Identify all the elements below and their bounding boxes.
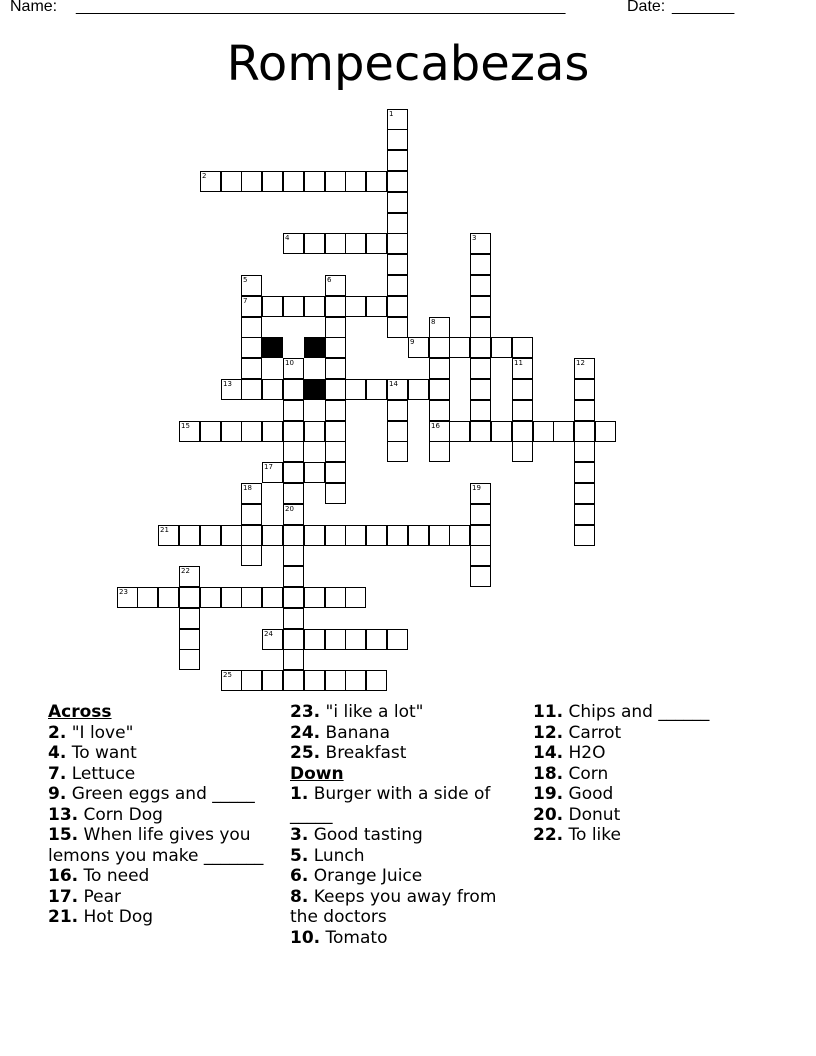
grid-cell[interactable] [158,587,179,608]
clue-number-label: 17. [48,886,79,907]
grid-cell[interactable] [512,379,533,400]
grid-cell[interactable] [470,254,491,275]
grid-cell[interactable] [553,421,574,442]
grid-cell[interactable] [325,379,346,400]
grid-cell[interactable] [512,337,533,358]
grid-cell[interactable] [283,483,304,504]
clue-number: 17 [264,463,273,471]
grid-cell[interactable] [283,171,304,192]
grid-cell[interactable] [200,171,221,192]
page-title: Rompecabezas [226,36,590,92]
clue-number-label: 1. [290,784,309,804]
grid-cell[interactable] [408,337,429,358]
grid-cell[interactable] [241,421,262,442]
clue-item [290,825,515,846]
grid-cell[interactable] [304,462,325,483]
grid-cell[interactable] [387,629,408,650]
clue-text: Chips and ______ [563,702,710,722]
grid-cell[interactable] [221,421,242,442]
grid-cell[interactable] [429,379,450,400]
date-field-line[interactable]: _______ [672,0,735,15]
clue-text: Hot Dog [78,907,154,927]
grid-cell[interactable] [387,317,408,338]
grid-cell[interactable] [470,566,491,587]
grid-cell[interactable] [325,337,346,358]
grid-cell[interactable] [325,587,346,608]
clue-text: Lunch [308,845,365,866]
grid-cell[interactable] [304,421,325,442]
grid-cell[interactable] [429,525,450,546]
grid-cell[interactable] [221,171,242,192]
clue-number: 8 [431,318,436,326]
clue-item [48,764,283,785]
grid-cell[interactable] [179,566,200,587]
clue-text: "I love" [66,722,134,743]
grid-cell[interactable] [221,587,242,608]
grid-cell[interactable] [387,379,408,400]
grid-cell[interactable] [283,525,304,546]
grid-cell[interactable] [345,525,366,546]
grid-cell[interactable] [137,587,158,608]
clue-text: Breakfast [320,743,407,763]
clue-item [533,784,763,805]
grid-cell[interactable] [325,525,346,546]
grid-cell[interactable] [387,171,408,192]
clue-text: Keeps you away from the doctors [290,886,497,927]
grid-cell[interactable] [470,275,491,296]
clue-text: Good [563,784,614,804]
clue-number-label: 22. [533,825,564,845]
grid-cell[interactable] [262,462,283,483]
clue-text: Banana [320,722,390,743]
clue-item [290,928,515,949]
clue-number-label: 2. [48,722,67,743]
black-square [304,379,325,400]
clue-number: 1 [389,110,394,118]
grid-cell[interactable] [470,545,491,566]
grid-cell[interactable] [408,379,429,400]
grid-cell[interactable] [200,421,221,442]
grid-cell[interactable] [366,379,387,400]
grid-cell[interactable] [449,525,470,546]
clue-item [533,764,763,785]
clue-text: "i like a lot" [320,702,424,722]
grid-cell[interactable] [574,462,595,483]
clue-number: 5 [243,276,248,284]
grid-cell[interactable] [470,525,491,546]
clue-number-label: 10. [290,927,321,948]
grid-cell[interactable] [262,421,283,442]
grid-cell[interactable] [179,608,200,629]
clue-number: 14 [389,380,398,388]
clue-item [533,805,763,826]
clue-number-label: 24. [290,722,321,743]
clue-number-label: 7. [48,763,67,784]
clue-number: 23 [119,588,128,596]
clue-item [290,784,515,825]
clue-item [290,887,515,928]
clue-number: 22 [181,567,190,575]
grid-cell[interactable] [387,213,408,234]
grid-cell[interactable] [241,317,262,338]
grid-cell[interactable] [179,587,200,608]
grid-cell[interactable] [325,421,346,442]
clue-text: Carrot [563,722,622,743]
clue-number: 19 [472,484,481,492]
clue-number: 18 [243,484,252,492]
grid-cell[interactable] [283,296,304,317]
grid-cell[interactable] [366,296,387,317]
clue-number-label: 21. [48,907,79,927]
grid-cell[interactable] [241,337,262,358]
clue-text: Tomato [320,927,388,948]
clue-text: To want [66,743,137,763]
grid-cell[interactable] [574,421,595,442]
clue-number-label: 23. [290,702,321,722]
grid-cell[interactable] [262,525,283,546]
clue-number: 2 [202,172,207,180]
clue-number-label: 14. [533,743,564,763]
grid-cell[interactable] [262,171,283,192]
grid-cell[interactable] [325,275,346,296]
grid-cell[interactable] [574,400,595,421]
clue-item [48,805,283,826]
grid-cell[interactable] [325,233,346,254]
grid-cell[interactable] [574,504,595,525]
grid-cell[interactable] [470,483,491,504]
grid-cell[interactable] [241,545,262,566]
clue-number: 10 [285,359,294,367]
grid-cell[interactable] [387,109,408,130]
grid-cell[interactable] [470,400,491,421]
clue-number: 24 [264,630,273,638]
clue-item [533,743,763,764]
grid-cell[interactable] [283,608,304,629]
clue-number: 11 [514,359,523,367]
grid-cell[interactable] [429,421,450,442]
clue-number-label: 20. [533,804,564,825]
clue-item [48,825,283,866]
clue-number: 13 [223,380,232,388]
grid-cell[interactable] [366,171,387,192]
clue-text: Orange Juice [308,866,423,886]
clue-column-2 [290,702,515,948]
grid-cell[interactable] [262,670,283,691]
grid-cell[interactable] [366,233,387,254]
clue-number-label: 3. [290,825,309,845]
clue-item [533,825,763,846]
clue-column-1 [48,702,283,928]
grid-cell[interactable] [283,670,304,691]
grid-cell[interactable] [387,150,408,171]
grid-cell[interactable] [595,421,616,442]
grid-cell[interactable] [241,379,262,400]
grid-cell[interactable] [241,525,262,546]
grid-cell[interactable] [304,525,325,546]
grid-cell[interactable] [325,317,346,338]
clue-number: 16 [431,422,440,430]
grid-cell[interactable] [283,379,304,400]
grid-cell[interactable] [429,400,450,421]
grid-cell[interactable] [325,441,346,462]
grid-cell[interactable] [470,504,491,525]
clue-number: 21 [160,526,169,534]
grid-cell[interactable] [283,441,304,462]
grid-cell[interactable] [283,545,304,566]
clue-item [533,702,763,723]
clue-number: 25 [223,671,232,679]
clue-number-label: 9. [48,784,67,804]
grid-cell[interactable] [387,233,408,254]
grid-cell[interactable] [574,379,595,400]
clue-text: Pear [78,886,122,907]
grid-cell[interactable] [325,629,346,650]
grid-cell[interactable] [241,483,262,504]
grid-cell[interactable] [345,670,366,691]
grid-cell[interactable] [387,296,408,317]
clue-item [290,846,515,867]
grid-cell[interactable] [283,649,304,670]
grid-cell[interactable] [200,587,221,608]
clue-item [533,723,763,744]
across-clue-list [48,723,283,928]
clue-item [290,866,515,887]
clue-number-label: 13. [48,804,79,825]
grid-cell[interactable] [470,337,491,358]
clue-item [48,887,283,908]
grid-cell[interactable] [179,525,200,546]
grid-cell[interactable] [283,400,304,421]
grid-cell[interactable] [512,400,533,421]
clue-item [290,723,515,744]
clue-number: 20 [285,505,294,513]
clue-item [48,784,283,805]
grid-cell[interactable] [345,171,366,192]
grid-cell[interactable] [470,296,491,317]
grid-cell[interactable] [283,629,304,650]
grid-cell[interactable] [449,421,470,442]
grid-cell[interactable] [574,358,595,379]
clue-text: Green eggs and _____ [66,784,255,804]
grid-cell[interactable] [304,629,325,650]
clue-number-label: 8. [290,886,309,907]
grid-cell[interactable] [200,525,221,546]
grid-cell[interactable] [117,587,138,608]
grid-cell[interactable] [449,337,470,358]
grid-cell[interactable] [241,504,262,525]
grid-cell[interactable] [387,275,408,296]
grid-cell[interactable] [283,587,304,608]
name-field-line[interactable]: _______________________________________________________ [76,0,566,15]
clue-column-3 [533,702,763,846]
grid-cell[interactable] [387,254,408,275]
grid-cell[interactable] [325,670,346,691]
grid-cell[interactable] [325,358,346,379]
grid-cell[interactable] [221,525,242,546]
grid-cell[interactable] [574,525,595,546]
grid-cell[interactable] [241,275,262,296]
grid-cell[interactable] [345,379,366,400]
down-clue-list [290,784,515,948]
grid-cell[interactable] [304,587,325,608]
grid-cell[interactable] [325,171,346,192]
clue-text: Lettuce [66,763,136,784]
clue-item [48,723,283,744]
grid-cell[interactable] [533,421,554,442]
clue-number-label: 16. [48,866,79,886]
black-square [304,337,325,358]
grid-cell[interactable] [366,670,387,691]
clue-number-label: 5. [290,845,309,866]
grid-cell[interactable] [262,296,283,317]
grid-cell[interactable] [179,649,200,670]
grid-cell[interactable] [221,670,242,691]
grid-cell[interactable] [512,441,533,462]
grid-cell[interactable] [345,296,366,317]
grid-cell[interactable] [304,670,325,691]
black-square [262,337,283,358]
clue-item [48,866,283,887]
name-label: Name: [10,0,58,15]
grid-cell[interactable] [283,421,304,442]
clue-number-label: 15. [48,825,79,845]
grid-cell[interactable] [387,192,408,213]
clue-number: 3 [472,234,477,242]
grid-cell[interactable] [387,400,408,421]
grid-cell[interactable] [262,379,283,400]
clue-text: Good tasting [308,825,423,845]
grid-cell[interactable] [345,587,366,608]
clue-number-label: 11. [533,702,564,722]
grid-cell[interactable] [366,629,387,650]
grid-cell[interactable] [283,504,304,525]
grid-cell[interactable] [345,629,366,650]
grid-cell[interactable] [304,233,325,254]
grid-cell[interactable] [283,233,304,254]
grid-cell[interactable] [470,421,491,442]
grid-cell[interactable] [283,358,304,379]
clue-number-label: 19. [533,784,564,804]
grid-cell[interactable] [221,379,242,400]
clue-number-label: 25. [290,743,321,763]
across-heading: Across [48,702,112,722]
date-label: Date: [627,0,666,15]
grid-cell[interactable] [283,462,304,483]
grid-cell[interactable] [429,358,450,379]
grid-cell[interactable] [158,525,179,546]
grid-cell[interactable] [470,317,491,338]
clue-text: When life gives you lemons you make _______ [48,825,264,866]
grid-cell[interactable] [574,483,595,504]
grid-cell[interactable] [304,171,325,192]
grid-cell[interactable] [304,296,325,317]
clue-number-label: 4. [48,743,67,763]
grid-cell[interactable] [262,629,283,650]
down-clue-list-continued [533,702,763,846]
grid-cell[interactable] [241,171,262,192]
across-clue-list-continued [290,702,515,764]
grid-cell[interactable] [283,566,304,587]
grid-cell[interactable] [179,421,200,442]
grid-cell[interactable] [470,379,491,400]
grid-cell[interactable] [325,483,346,504]
grid-cell[interactable] [574,441,595,462]
grid-cell[interactable] [241,358,262,379]
down-heading: Down [290,763,344,784]
clue-number: 15 [181,422,190,430]
grid-cell[interactable] [325,400,346,421]
grid-cell[interactable] [408,525,429,546]
clue-number: 4 [285,234,290,242]
clue-text: Burger with a side of _____ [290,784,491,825]
clue-text: H2O [563,743,606,763]
grid-cell[interactable] [491,337,512,358]
clue-number-label: 18. [533,763,564,784]
clue-text: To need [78,866,150,886]
grid-cell[interactable] [470,233,491,254]
clue-item [290,702,515,723]
grid-cell[interactable] [241,670,262,691]
grid-cell[interactable] [241,587,262,608]
clue-number: 12 [576,359,585,367]
grid-cell[interactable] [387,441,408,462]
clue-item [48,743,283,764]
grid-cell[interactable] [491,421,512,442]
clue-text: Corn Dog [78,804,163,825]
clue-number: 9 [410,338,415,346]
grid-cell[interactable] [429,337,450,358]
clue-number-label: 12. [533,722,564,743]
grid-cell[interactable] [179,629,200,650]
grid-cell[interactable] [512,421,533,442]
clue-number-label: 6. [290,866,309,886]
grid-cell[interactable] [387,525,408,546]
grid-cell[interactable] [366,525,387,546]
grid-cell[interactable] [470,358,491,379]
clue-text: Donut [563,804,621,825]
grid-cell[interactable] [262,587,283,608]
clue-text: Corn [563,763,609,784]
grid-cell[interactable] [345,233,366,254]
clue-text: To like [563,825,621,845]
grid-cell[interactable] [241,296,262,317]
grid-cell[interactable] [387,421,408,442]
grid-cell[interactable] [387,129,408,150]
clue-number: 7 [243,297,248,305]
grid-cell[interactable] [429,441,450,462]
grid-cell[interactable] [325,462,346,483]
grid-cell[interactable] [512,358,533,379]
grid-cell[interactable] [429,317,450,338]
clue-number: 6 [327,276,332,284]
grid-cell[interactable] [325,296,346,317]
clue-item [290,743,515,764]
clue-item [48,907,283,928]
